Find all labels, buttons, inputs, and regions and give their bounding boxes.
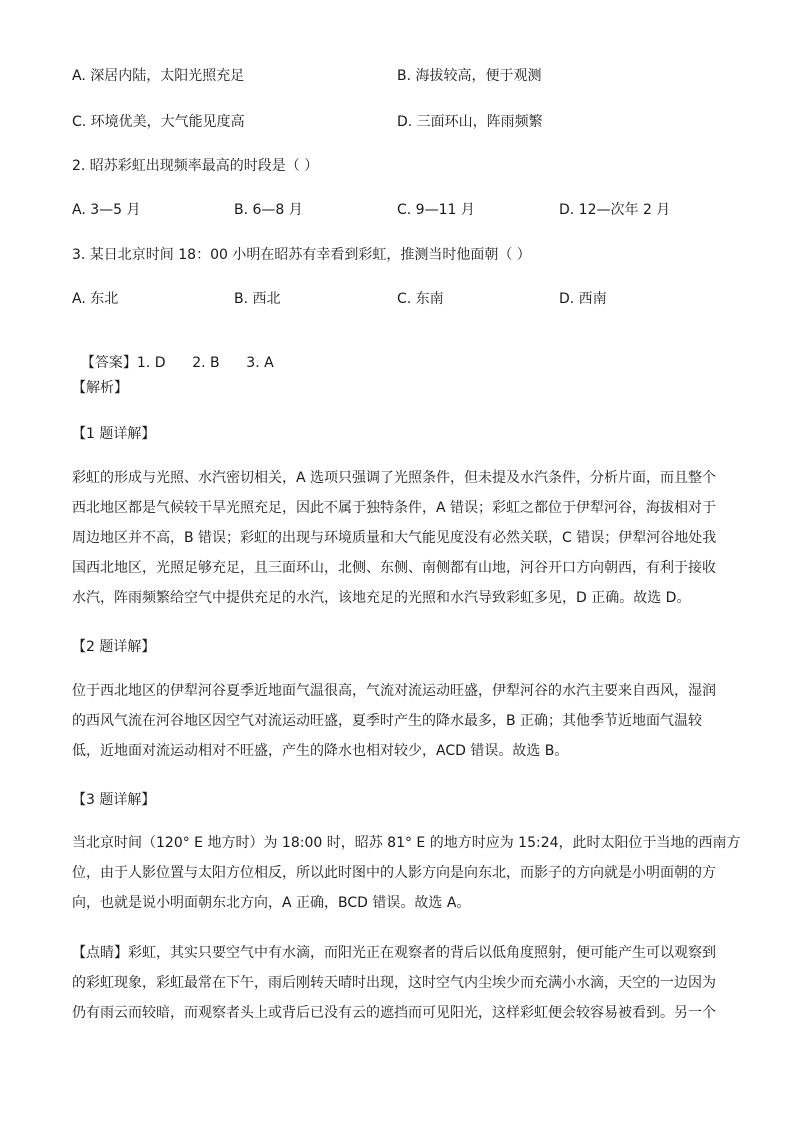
detail1-line: 西北地区都是气候较干旱光照充足，因此不属于独特条件，A 错误；彩虹之都位于伊犁河谷，海拔相对于 (72, 500, 717, 516)
q2-option-b: B. 6—8 月 (234, 202, 303, 218)
detail3-paragraph (72, 828, 741, 918)
detail1-heading: 【1 题详解】 (72, 426, 156, 442)
tip-line: 的彩虹现象，彩虹最常在下午，雨后刚转天晴时出现，这时空气内尘埃少而充满小水滴，天空的一边因为 (72, 975, 716, 991)
q1-option-b: B. 海拔较高，便于观测 (397, 68, 542, 84)
detail1-line: 周边地区并不高，B 错误；彩虹的出现与环境质量和大气能见度没有必然关联，C 错误；伊犁河谷地处我 (72, 530, 717, 546)
detail1-paragraph (72, 463, 722, 613)
answer-items: 1. D 2. B 3. A (136, 355, 274, 371)
detail1-line: 彩虹的形成与光照、水汽密切相关，A 选项只强调了光照条件，但未提及水汽条件，分析片面，而且整个 (72, 470, 717, 486)
q2-option-a: A. 3—5 月 (72, 202, 141, 218)
detail3-line: 当北京时间（120° E 地方时）为 18:00 时，昭苏 81° E 的地方时应为 15:24，此时太阳位于当地的西南方 (72, 835, 741, 851)
detail2-line: 的西风气流在河谷地区因空气对流运动旺盛，夏季时产生的降水最多，B 正确；其他季节近地面气温较 (72, 713, 703, 729)
detail3-line: 向，也就是说小明面朝东北方向，A 正确，BCD 错误。故选 A。 (72, 895, 471, 911)
detail1-line: 水汽，阵雨频繁给空气中提供充足的水汽，该地充足的光照和水汽导致彩虹多见，D 正确。故选 D。 (72, 590, 691, 606)
detail2-heading: 【2 题详解】 (72, 639, 156, 655)
answer-line (72, 333, 274, 373)
detail1-line: 国西北地区，光照足够充足，且三面环山，北侧、东侧、南侧都有山地，河谷开口方向朝西，有利于接收 (72, 560, 716, 576)
q3-option-d: D. 西南 (559, 291, 607, 307)
detail2-line: 低，近地面对流运动相对不旺盛，产生的降水也相对较少，ACD 错误。故选 B。 (72, 743, 569, 759)
q3-stem: 3. 某日北京时间 18：00 小明在昭苏有幸看到彩虹，推测当时他面朝（ ） (72, 247, 531, 263)
detail2-line: 位于西北地区的伊犁河谷夏季近地面气温很高，气流对流运动旺盛，伊犁河谷的水汽主要来自西风，湿润 (72, 683, 716, 699)
tip-line-text: 彩虹，其实只要空气中有水滴，而阳光正在观察者的背后以低角度照射，便可能产生可以观察到 (128, 945, 716, 961)
tip-label: 【点睛】 (72, 945, 128, 961)
q1-option-c: C. 环境优美，大气能见度高 (72, 114, 245, 130)
q1-option-d: D. 三面环山，阵雨频繁 (397, 114, 543, 130)
q3-option-b: B. 西北 (234, 291, 281, 307)
tip-paragraph (72, 938, 722, 1028)
q1-option-a: A. 深居内陆，太阳光照充足 (72, 68, 245, 84)
detail2-paragraph (72, 676, 722, 766)
answer-label: 【答案】 (80, 355, 137, 371)
q2-stem: 2. 昭苏彩虹出现频率最高的时段是（ ） (72, 158, 319, 174)
q2-option-c: C. 9—11 月 (397, 202, 475, 218)
detail3-line: 位，由于人影位置与太阳方位相反，所以此时图中的人影方向是向东北，而影子的方向就是小明面朝的方 (72, 865, 716, 881)
tip-line (72, 938, 722, 968)
tip-line: 仍有雨云而较暗，而观察者头上或背后已没有云的遮挡而可见阳光，这样彩虹便会较容易被看到。另一个 (72, 1005, 716, 1021)
analysis-label: 【解析】 (72, 380, 128, 396)
q3-option-c: C. 东南 (397, 291, 444, 307)
detail3-heading: 【3 题详解】 (72, 792, 156, 808)
q2-option-d: D. 12—次年 2 月 (559, 202, 671, 218)
q3-option-a: A. 东北 (72, 291, 119, 307)
